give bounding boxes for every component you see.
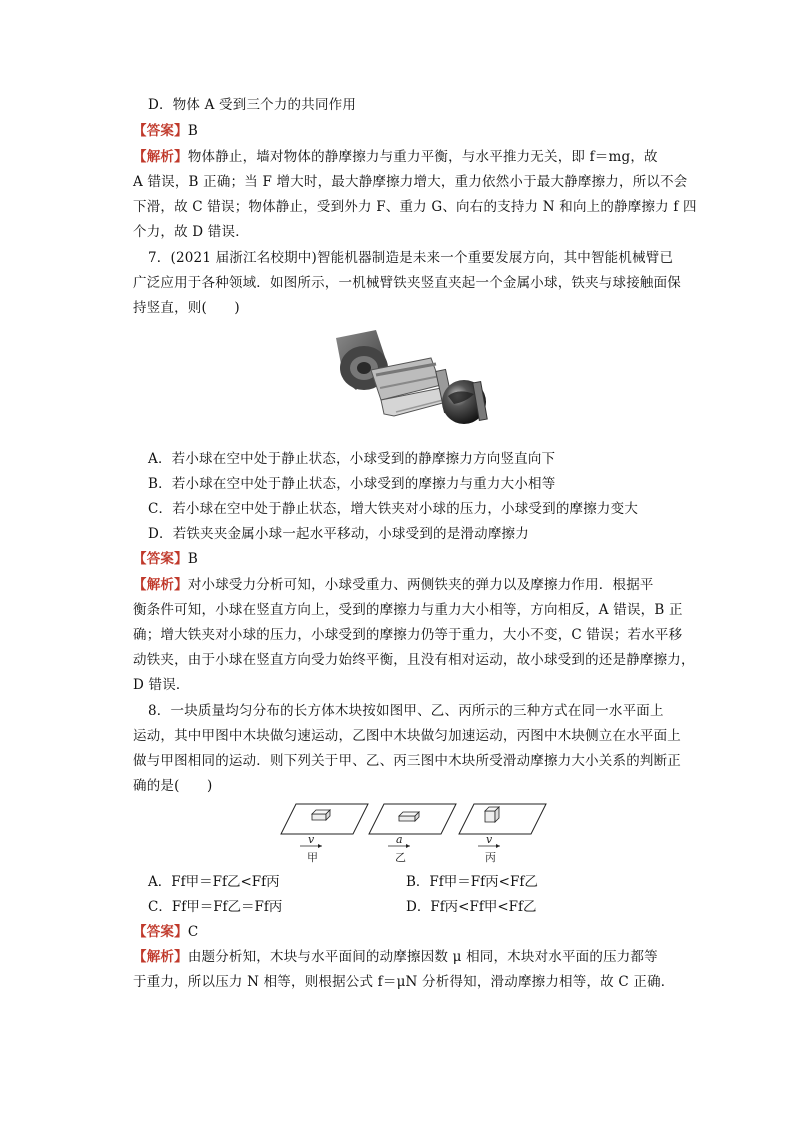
q8-analysis-line-1	[133, 947, 658, 967]
q7-analysis-line-2: 衡条件可知，小球在竖直方向上，受到的摩擦力与重力大小相等，方向相反，A 错误，B 正	[133, 602, 683, 618]
caption-yi: 乙	[395, 851, 406, 864]
q6-analysis-line-2: A 错误，B 正确；当 F 增大时，最大静摩擦力增大，重力依然小于最大静摩擦力，所以不会	[133, 174, 688, 190]
q7-analysis-line-5: D 错误．	[133, 677, 190, 693]
analysis-text: 物体静止，墙对物体的静摩擦力与重力平衡，与水平推力无关，即 f＝mg，故	[187, 149, 658, 165]
plane-jia	[281, 804, 368, 864]
q7-option-c: C．若小球在空中处于静止状态，增大铁夹对小球的压力，小球受到的摩擦力变大	[148, 501, 639, 517]
q6-analysis-line-1	[133, 147, 658, 167]
analysis-tag: 【解析】	[133, 949, 188, 965]
q7-analysis-line-4: 动铁夹，由于小球在竖直方向受力始终平衡，且没有相对运动，故小球受到的还是静摩擦力，	[133, 652, 695, 668]
q7-analysis-line-1	[133, 575, 654, 595]
three-blocks-diagram	[278, 800, 550, 870]
q7-option-a: A．若小球在空中处于静止状态，小球受到的静摩擦力方向竖直向下	[148, 451, 556, 467]
plane-yi	[369, 804, 456, 864]
answer-tag: 【答案】	[133, 924, 188, 940]
answer-value: C	[187, 924, 199, 940]
answer-value: B	[187, 123, 198, 139]
analysis-tag: 【解析】	[133, 149, 188, 165]
acceleration-label-yi: a	[396, 833, 403, 846]
velocity-label-bing: v	[486, 833, 493, 846]
q8-answer	[133, 922, 198, 942]
q6-answer	[133, 121, 198, 141]
q8-stem-line-3: 做与甲图相同的运动．则下列关于甲、乙、丙三图中木块所受滑动摩擦力大小关系的判断正	[133, 753, 681, 769]
q6-analysis-line-4: 个力，故 D 错误．	[133, 224, 249, 240]
q8-stem-line-4: 确的是( )	[133, 778, 213, 794]
analysis-text: 对小球受力分析可知，小球受重力、两侧铁夹的弹力以及摩擦力作用．根据平	[187, 577, 654, 593]
q8-option-d: D．Ff丙<Ff甲<Ff乙	[406, 899, 537, 915]
q7-option-b: B．若小球在空中处于静止状态，小球受到的摩擦力与重力大小相等	[148, 476, 556, 492]
q6-option-d: D．物体 A 受到三个力的共同作用	[148, 97, 357, 113]
plane-bing	[459, 804, 546, 864]
answer-tag: 【答案】	[133, 123, 188, 139]
q8-option-c: C．Ff甲＝Ff乙＝Ff丙	[148, 899, 283, 915]
robot-arm-clamp-image	[336, 330, 496, 440]
q7-stem-line-1: 7．(2021 届浙江名校期中)智能机器制造是未来一个重要发展方向，其中智能机械臂已	[148, 250, 674, 266]
q8-stem-line-1: 8．一块质量均匀分布的长方体木块按如图甲、乙、丙所示的三种方式在同一水平面上	[148, 703, 664, 719]
q8-option-b: B．Ff甲＝Ff丙<Ff乙	[406, 874, 538, 890]
q8-analysis-line-2: 于重力，所以压力 N 相等，则根据公式 f＝μN 分析得知，滑动摩擦力相等，故 C 正确．	[133, 974, 675, 990]
q7-answer	[133, 549, 198, 569]
analysis-text: 由题分析知，木块与水平面间的动摩擦因数 μ 相同，木块对水平面的压力都等	[187, 949, 658, 965]
caption-bing: 丙	[485, 851, 496, 864]
answer-tag: 【答案】	[133, 551, 188, 567]
q7-option-d: D．若铁夹夹金属小球一起水平移动，小球受到的是滑动摩擦力	[148, 526, 529, 542]
velocity-label-jia: v	[308, 833, 315, 846]
analysis-tag: 【解析】	[133, 577, 188, 593]
q7-stem-line-2: 广泛应用于各种领域．如图所示，一机械臂铁夹竖直夹起一个金属小球，铁夹与球接触面保	[133, 275, 681, 291]
q8-option-a: A．Ff甲＝Ff乙<Ff丙	[148, 874, 280, 890]
caption-jia: 甲	[307, 851, 318, 864]
q7-analysis-line-3: 确；增大铁夹对小球的压力，小球受到的摩擦力仍等于重力，大小不变，C 错误；若水平移	[133, 627, 683, 643]
answer-value: B	[187, 551, 198, 567]
q6-analysis-line-3: 下滑，故 C 错误；物体静止，受到外力 F、重力 G、向右的支持力 N 和向上的静摩擦力 f 四	[133, 199, 697, 215]
q7-stem-line-3: 持竖直，则( )	[133, 300, 240, 316]
q8-stem-line-2: 运动，其中甲图中木块做匀速运动，乙图中木块做匀加速运动，丙图中木块侧立在水平面上	[133, 728, 681, 744]
